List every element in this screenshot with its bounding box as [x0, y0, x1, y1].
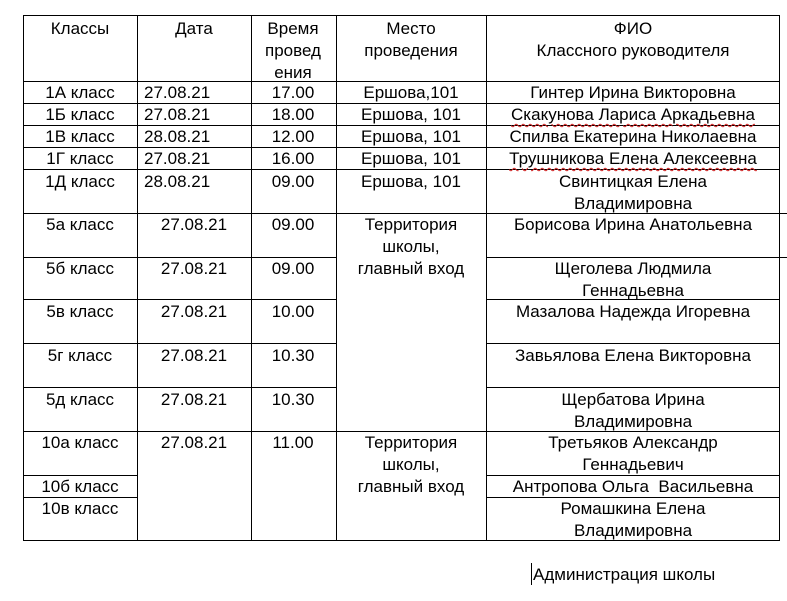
class-cell: 5г класс: [47, 346, 113, 365]
class-cell: 1Г класс: [46, 149, 114, 168]
date-cell: 27.08.21: [144, 83, 211, 102]
place-cell: Ершова, 101: [361, 105, 461, 124]
place-cell: Ершова, 101: [361, 127, 461, 146]
teacher-cell: Третьяков Александр Геннадьевич: [548, 433, 718, 474]
header-place: Место проведения: [364, 19, 458, 60]
class-cell: 10в класс: [41, 499, 119, 518]
date-cell: 27.08.21: [144, 149, 211, 168]
row-rule: [23, 343, 336, 344]
footer-signature: Администрация школы: [533, 565, 716, 584]
class-cell: 5б класс: [46, 259, 114, 278]
teacher-cell: Антропова Ольга Васильевна: [512, 477, 754, 496]
header-teacher: ФИО Классного руководителя: [536, 19, 730, 60]
time-cell: 17.00: [271, 83, 315, 102]
class-cell: 5д класс: [45, 390, 115, 409]
teacher-cell: Щербатова Ирина Владимировна: [561, 390, 705, 431]
teacher-cell: Щеголева Людмила Геннадьевна: [554, 259, 712, 300]
date-cell: 27.08.21: [144, 105, 211, 124]
table-border-right: [779, 15, 780, 541]
header-classes: Классы: [50, 19, 110, 38]
class-cell: 5а класс: [46, 215, 114, 234]
row-rule: [23, 387, 336, 388]
date-cell: 28.08.21: [144, 172, 211, 191]
text-cursor: [531, 563, 532, 585]
column-rule: [137, 15, 138, 541]
class-cell: 1Д класс: [45, 172, 115, 191]
row-rule: [23, 299, 336, 300]
column-rule: [336, 15, 337, 541]
date-cell: 27.08.21: [160, 390, 228, 409]
teacher-cell: Скакунова Лариса Аркадьевна: [511, 105, 755, 124]
time-cell: 10.30: [271, 390, 315, 409]
time-cell: 09.00: [271, 215, 315, 234]
row-rule: [486, 343, 780, 344]
place-cell: Территория школы, главный вход: [357, 215, 465, 278]
teacher-cell: Спилва Екатерина Николаевна: [509, 127, 757, 146]
date-cell: 27.08.21: [160, 302, 228, 321]
class-cell: 10б класс: [41, 477, 119, 496]
teacher-cell: Завьялова Елена Викторовна: [515, 346, 751, 365]
date-cell: 27.08.21: [160, 215, 228, 234]
time-cell: 10.30: [271, 346, 315, 365]
time-cell: 09.00: [271, 172, 315, 191]
teacher-cell: Трушникова Елена Алексеевна: [509, 149, 757, 168]
class-cell: 1А класс: [45, 83, 115, 102]
date-cell: 28.08.21: [144, 127, 211, 146]
header-time: Время провед ения: [265, 19, 321, 82]
time-cell: 11.00: [272, 433, 314, 452]
teacher-cell: Борисова Ирина Анатольевна: [513, 215, 753, 234]
time-cell: 09.00: [271, 259, 315, 278]
teacher-cell: Мазалова Надежда Игоревна: [515, 302, 751, 321]
class-cell: 5в класс: [46, 302, 114, 321]
class-cell: 1В класс: [45, 127, 115, 146]
teacher-cell: Свинтицкая Елена Владимировна: [559, 172, 707, 213]
table-border-left: [23, 15, 24, 541]
class-cell: 1Б класс: [45, 105, 115, 124]
time-cell: 16.00: [271, 149, 315, 168]
place-cell: Ершова, 101: [361, 172, 461, 191]
time-cell: 12.00: [271, 127, 315, 146]
date-cell: 27.08.21: [160, 346, 228, 365]
column-rule: [251, 15, 252, 541]
time-cell: 10.00: [271, 302, 315, 321]
place-cell: Ершова,101: [363, 83, 459, 102]
time-cell: 18.00: [271, 105, 315, 124]
place-cell: Ершова, 101: [361, 149, 461, 168]
place-cell: Территория школы, главный вход: [357, 433, 465, 496]
header-date: Дата: [175, 19, 213, 38]
class-cell: 10а класс: [41, 433, 119, 452]
row-rule: [486, 387, 780, 388]
column-rule: [486, 15, 487, 541]
date-cell: 27.08.21: [160, 259, 228, 278]
teacher-cell: Гинтер Ирина Викторовна: [530, 83, 736, 102]
date-cell: 27.08.21: [160, 433, 228, 452]
teacher-cell: Ромашкина Елена Владимировна: [560, 499, 706, 540]
